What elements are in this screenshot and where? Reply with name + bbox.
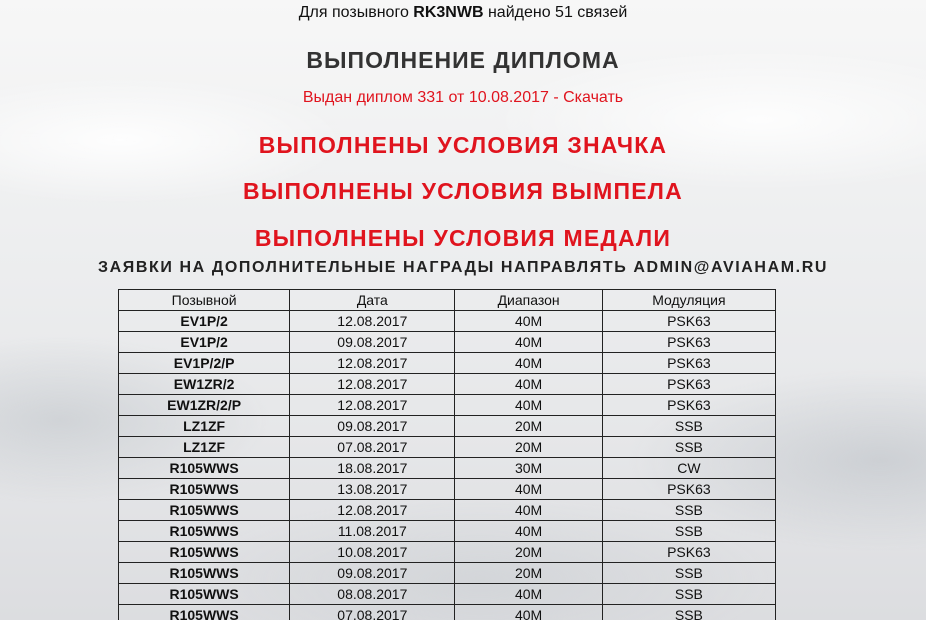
diploma-issued-line xyxy=(0,89,926,107)
band-cell: 20M xyxy=(455,542,602,563)
date-cell: 08.08.2017 xyxy=(290,584,455,605)
mode-cell: SSB xyxy=(602,416,775,437)
searched-callsign: RK3NWB xyxy=(413,4,484,21)
band-cell: 40M xyxy=(455,605,602,620)
date-cell: 11.08.2017 xyxy=(290,521,455,542)
callsign-cell: R105WWS xyxy=(119,521,290,542)
table-row xyxy=(119,311,776,332)
band-cell: 40M xyxy=(455,332,602,353)
badge-conditions-met: ВЫПОЛНЕНЫ УСЛОВИЯ ЗНАЧКА xyxy=(258,132,668,158)
band-cell: 20M xyxy=(455,563,602,584)
diploma-issued-text: Выдан диплом 331 от 10.08.2017 - xyxy=(302,89,564,106)
mode-cell: PSK63 xyxy=(602,542,775,563)
medal-conditions-met: ВЫПОЛНЕНЫ УСЛОВИЯ МЕДАЛИ xyxy=(254,225,672,251)
callsign-cell: LZ1ZF xyxy=(119,437,290,458)
date-cell: 12.08.2017 xyxy=(290,374,455,395)
table-row xyxy=(119,521,776,542)
table-row xyxy=(119,542,776,563)
callsign-cell: EW1ZR/2 xyxy=(119,374,290,395)
table-row xyxy=(119,395,776,416)
mode-cell: PSK63 xyxy=(602,395,775,416)
callsign-cell: R105WWS xyxy=(119,563,290,584)
band-cell: 40M xyxy=(455,374,602,395)
band-cell: 20M xyxy=(455,437,602,458)
band-cell: 40M xyxy=(455,311,602,332)
column-header-mode: Модуляция xyxy=(602,290,775,311)
band-cell: 20M xyxy=(455,416,602,437)
date-cell: 12.08.2017 xyxy=(290,311,455,332)
band-cell: 40M xyxy=(455,479,602,500)
date-cell: 10.08.2017 xyxy=(290,542,455,563)
qso-count-prefix: Для позывного xyxy=(298,4,409,21)
date-cell: 09.08.2017 xyxy=(290,563,455,584)
callsign-cell: R105WWS xyxy=(119,542,290,563)
callsign-cell: EV1P/2 xyxy=(119,311,290,332)
callsign-cell: R105WWS xyxy=(119,605,290,620)
qso-count-line xyxy=(0,4,926,22)
pennant-conditions-met: ВЫПОЛНЕНЫ УСЛОВИЯ ВЫМПЕЛА xyxy=(243,178,683,204)
mode-cell: SSB xyxy=(602,605,775,620)
band-cell: 40M xyxy=(455,500,602,521)
table-header-row xyxy=(119,290,776,311)
band-cell: 30M xyxy=(455,458,602,479)
table-row xyxy=(119,374,776,395)
mode-cell: SSB xyxy=(602,521,775,542)
callsign-cell: R105WWS xyxy=(119,584,290,605)
date-cell: 12.08.2017 xyxy=(290,353,455,374)
callsign-cell: R105WWS xyxy=(119,500,290,521)
table-row xyxy=(119,605,776,620)
diploma-title: ВЫПОЛНЕНИЕ ДИПЛОМА xyxy=(306,47,620,73)
mode-cell: PSK63 xyxy=(602,353,775,374)
mode-cell: SSB xyxy=(602,500,775,521)
table-row xyxy=(119,563,776,584)
table-row xyxy=(119,584,776,605)
mode-cell: SSB xyxy=(602,563,775,584)
table-row xyxy=(119,458,776,479)
callsign-cell: R105WWS xyxy=(119,479,290,500)
qso-table xyxy=(118,289,776,620)
band-cell: 40M xyxy=(455,353,602,374)
mode-cell: PSK63 xyxy=(602,479,775,500)
column-header-callsign: Позывной xyxy=(119,290,290,311)
table-row xyxy=(119,332,776,353)
date-cell: 12.08.2017 xyxy=(290,395,455,416)
table-row xyxy=(119,437,776,458)
table-row xyxy=(119,416,776,437)
mode-cell: CW xyxy=(602,458,775,479)
callsign-cell: EV1P/2/P xyxy=(119,353,290,374)
mode-cell: SSB xyxy=(602,584,775,605)
mode-cell: PSK63 xyxy=(602,311,775,332)
date-cell: 07.08.2017 xyxy=(290,605,455,620)
mode-cell: PSK63 xyxy=(602,374,775,395)
mode-cell: SSB xyxy=(602,437,775,458)
column-header-band: Диапазон xyxy=(455,290,602,311)
date-cell: 09.08.2017 xyxy=(290,416,455,437)
table-row xyxy=(119,353,776,374)
download-diploma-link[interactable]: Скачать xyxy=(563,89,624,106)
band-cell: 40M xyxy=(455,395,602,416)
date-cell: 12.08.2017 xyxy=(290,500,455,521)
callsign-cell: LZ1ZF xyxy=(119,416,290,437)
table-row xyxy=(119,500,776,521)
qso-count-suffix: найдено 51 связей xyxy=(487,4,628,21)
band-cell: 40M xyxy=(455,521,602,542)
date-cell: 18.08.2017 xyxy=(290,458,455,479)
callsign-cell: EV1P/2 xyxy=(119,332,290,353)
table-row xyxy=(119,479,776,500)
mode-cell: PSK63 xyxy=(602,332,775,353)
band-cell: 40M xyxy=(455,584,602,605)
date-cell: 09.08.2017 xyxy=(290,332,455,353)
requests-notice: ЗАЯВКИ НА ДОПОЛНИТЕЛЬНЫЕ НАГРАДЫ НАПРАВЛЯТЬ ADMIN@AVIAHAM.RU xyxy=(97,259,829,276)
column-header-date: Дата xyxy=(290,290,455,311)
qso-table-body xyxy=(119,311,776,620)
callsign-cell: R105WWS xyxy=(119,458,290,479)
date-cell: 13.08.2017 xyxy=(290,479,455,500)
date-cell: 07.08.2017 xyxy=(290,437,455,458)
callsign-cell: EW1ZR/2/P xyxy=(119,395,290,416)
